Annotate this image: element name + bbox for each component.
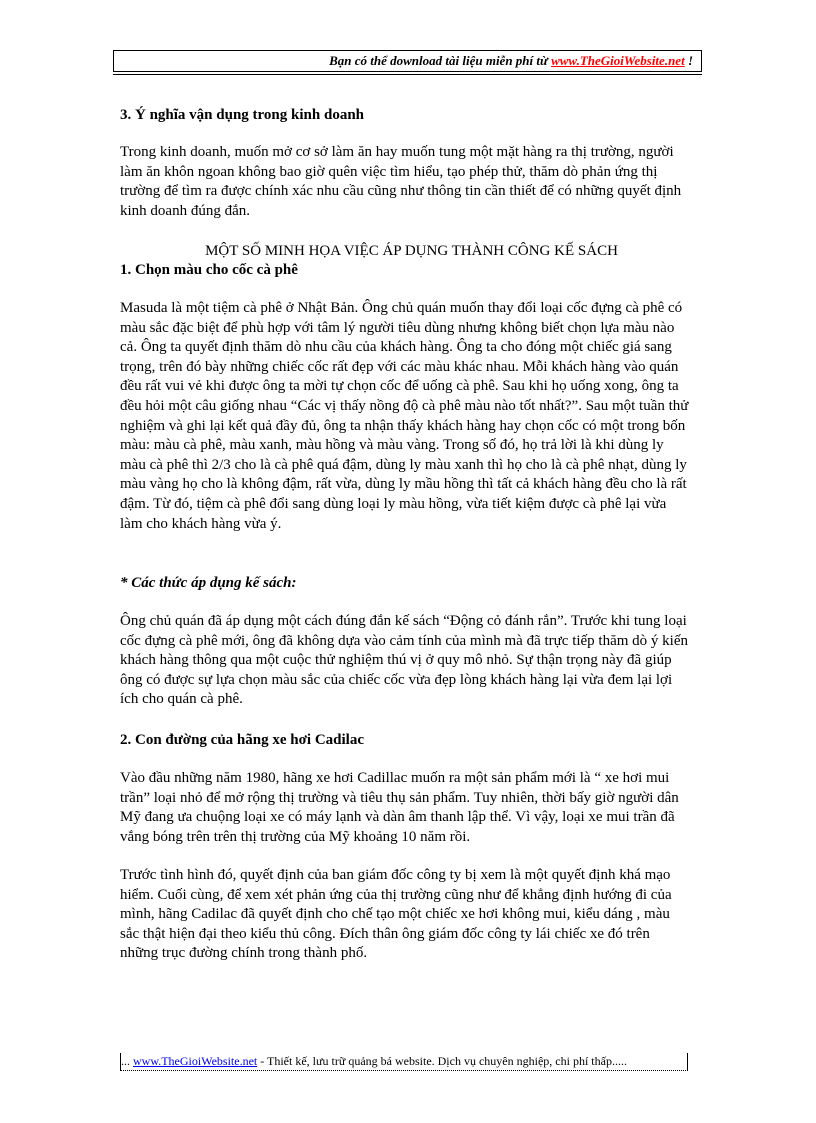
example1-title: 1. Chọn màu cho cốc cà phê [120, 262, 298, 278]
footer-text: - Thiết kế, lưu trữ quảng bá website. Dịch vụ chuyên nghiệp, chi phí thấp..... [260, 1054, 627, 1068]
page-header [113, 50, 702, 72]
method-paragraph: Ông chủ quán đã áp dụng một cách đúng đắn kế sách “Động cỏ đánh rắn”. Trước khi tung loại cốc đựng cà phê mới, ông đã không dựa vào cảm tính của mình mà đã trực tiếp thăm dò ý kiến khách hàng thông qua một cuộc thử nghiệm thú vị ở quy mô nhỏ. Sự thận trọng này đã giúp ông có được sự lựa chọn màu sắc của chiếc cốc vừa đẹp lòng khách hàng lại vừa đem lại lợi ích cho quán cà phê. [120, 613, 689, 708]
example2-paragraph-2: Trước tình hình đó, quyết định của ban giám đốc công ty bị xem là một quyết định khá mạo hiểm. Cuối cùng, để xem xét phản ứng của thị trường cũng như để khẳng định hướng đi của mình, hãng Cadilac đã quyết định cho chế tạo một chiếc xe hơi không mui, kiểu dáng , màu sắc thật hiện đại theo kiểu thủ công. Đích thân ông giám đốc công ty lái chiếc xe đó trên những trục đường chính trong thành phố. [120, 867, 672, 962]
header-suffix: ! [687, 53, 693, 68]
footer-prefix: ... [121, 1054, 130, 1068]
example2-paragraph-1: Vào đầu những năm 1980, hãng xe hơi Cadillac muốn ra một sản phẩm mới là “ xe hơi mui trần” loại nhỏ để mở rộng thị trường và tiêu thụ sản phẩm. Tuy nhiên, thời bấy giờ người dân Mỹ đang ưa chuộng loại xe có máy lạnh và dàn âm thanh lập thể. Vì vậy, loại xe mui trần đã vắng bóng trên trên thị trường của Mỹ khoảng 10 năm rồi. [120, 770, 679, 845]
footer-site-link[interactable]: www.TheGioiWebsite.net [133, 1054, 258, 1068]
example2-title: 2. Con đường của hãng xe hơi Cadilac [120, 732, 364, 748]
header-prefix: Bạn có thể download tài liệu miễn phí từ [329, 53, 548, 68]
method-title: * Các thức áp dụng kế sách: [120, 575, 297, 591]
section3-paragraph: Trong kinh doanh, muốn mở cơ sở làm ăn hay muốn tung một mặt hàng ra thị trường, người làm ăn khôn ngoan không bao giờ quên việc tìm hiểu, tạo phép thử, thăm dò phản ứng thị trường để tìm ra được chính xác nhu cầu cũng như thông tin cần thiết để có những quyết định kinh doanh đúng đắn. [120, 144, 682, 219]
example1-paragraph: Masuda là một tiệm cà phê ở Nhật Bản. Ông chủ quán muốn thay đổi loại cốc đựng cà phê có màu sắc đặc biệt để phù hợp với tâm lý người tiêu dùng nhưng không biết chọn lựa màu nào cả. Ông ta quyết định thăm dò nhu cầu của khách hàng. Ông ta cho đóng một chiếc giá sang trọng, trên đó bày những chiếc cốc rất đẹp với các màu khác nhau. Mỗi khách hàng vào quán đều rất vui vẻ khi được ông ta mời tự chọn cốc để uống cà phê. Sau khi họ uống xong, ông ta đều hỏi một câu giống nhau “Các vị thấy nồng độ cà phê màu nào tốt nhất?”. Sau một tuần thử nghiệm và ghi lại kết quả đầy đủ, ông ta nhận thấy khách hàng hay chọn cốc có một trong bốn màu: màu cà phê, màu xanh, màu hồng và màu vàng. Trong số đó, họ trả lời là khi dùng ly màu cà phê thì 2/3 cho là cà phê quá đậm, dùng ly màu xanh thì họ cho là cà phê nhạt, dùng ly màu vàng họ cho là không đậm, rất vừa, dùng ly mầu hồng thì tất cả khách hàng đều cho là rất đậm. Từ đó, tiệm cà phê đổi sang dùng loại ly màu hồng, vừa tiết kiệm được cà phê lại vừa làm cho khách hàng vừa ý. [120, 300, 689, 532]
header-site-link[interactable]: www.TheGioiWebsite.net [551, 53, 685, 68]
examples-title: MỘT SỐ MINH HỌA VIỆC ÁP DỤNG THÀNH CÔNG KẾ SÁCH [205, 243, 618, 259]
page-footer [120, 1053, 688, 1071]
section3-title: 3. Ý nghĩa vận dụng trong kinh doanh [120, 107, 364, 123]
header-divider [113, 74, 702, 75]
